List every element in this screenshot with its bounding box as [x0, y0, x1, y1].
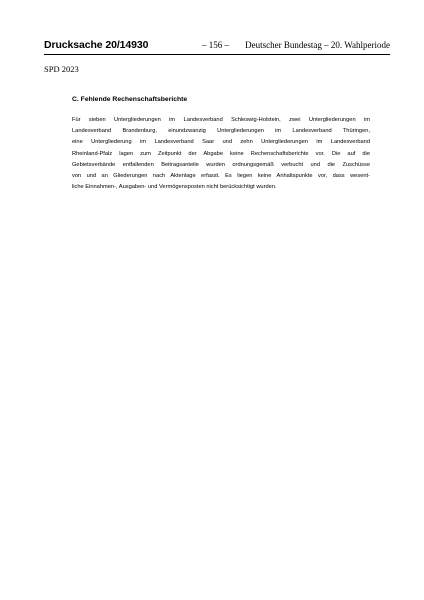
section-heading: C. Fehlende Rechenschaftsberichte	[72, 96, 188, 103]
publisher-label: Deutscher Bundestag – 20. Wahlperiode	[245, 40, 390, 50]
paragraph-line: Landesverband Brandenburg, einundzwanzig Untergliederungen im Landesverband Thüringen,	[72, 128, 370, 135]
header-divider	[44, 54, 390, 55]
document-id	[44, 39, 148, 51]
section-paragraph	[72, 115, 370, 193]
paragraph-line: Gebietsverbände entfallenden Beitragsanteile wurden ordnungsgemäß verbucht und die Zuschüsse	[72, 161, 370, 168]
document-number: 14930	[119, 39, 149, 51]
paragraph-line: liche Einnahmen-, Ausgaben- und Vermögensposten nicht berücksichtigt wurden.	[72, 184, 277, 191]
page-number: – 156 –	[202, 40, 229, 50]
paragraph-line: Für sieben Untergliederungen im Landesverband Schleswig-Holstein, zwei Untergliederungen im	[72, 117, 370, 123]
paragraph-line: Rheinland-Pfalz lagen zum Zeitpunkt der Abgabe keine Rechenschaftsberichte vor. Die auf die	[72, 150, 370, 157]
document-prefix: Drucksache 20/	[44, 39, 120, 51]
paragraph-line: von und an Gliederungen nach Aktenlage erfasst. Es liegen keine Anhaltspunkte vor, dass wesent-	[72, 173, 370, 180]
page-header	[44, 39, 390, 53]
paragraph-line: eine Untergliederung im Landesverband Saar und zehn Untergliederungen im Landesverband	[72, 139, 370, 146]
party-year-label: SPD 2023	[44, 64, 79, 74]
